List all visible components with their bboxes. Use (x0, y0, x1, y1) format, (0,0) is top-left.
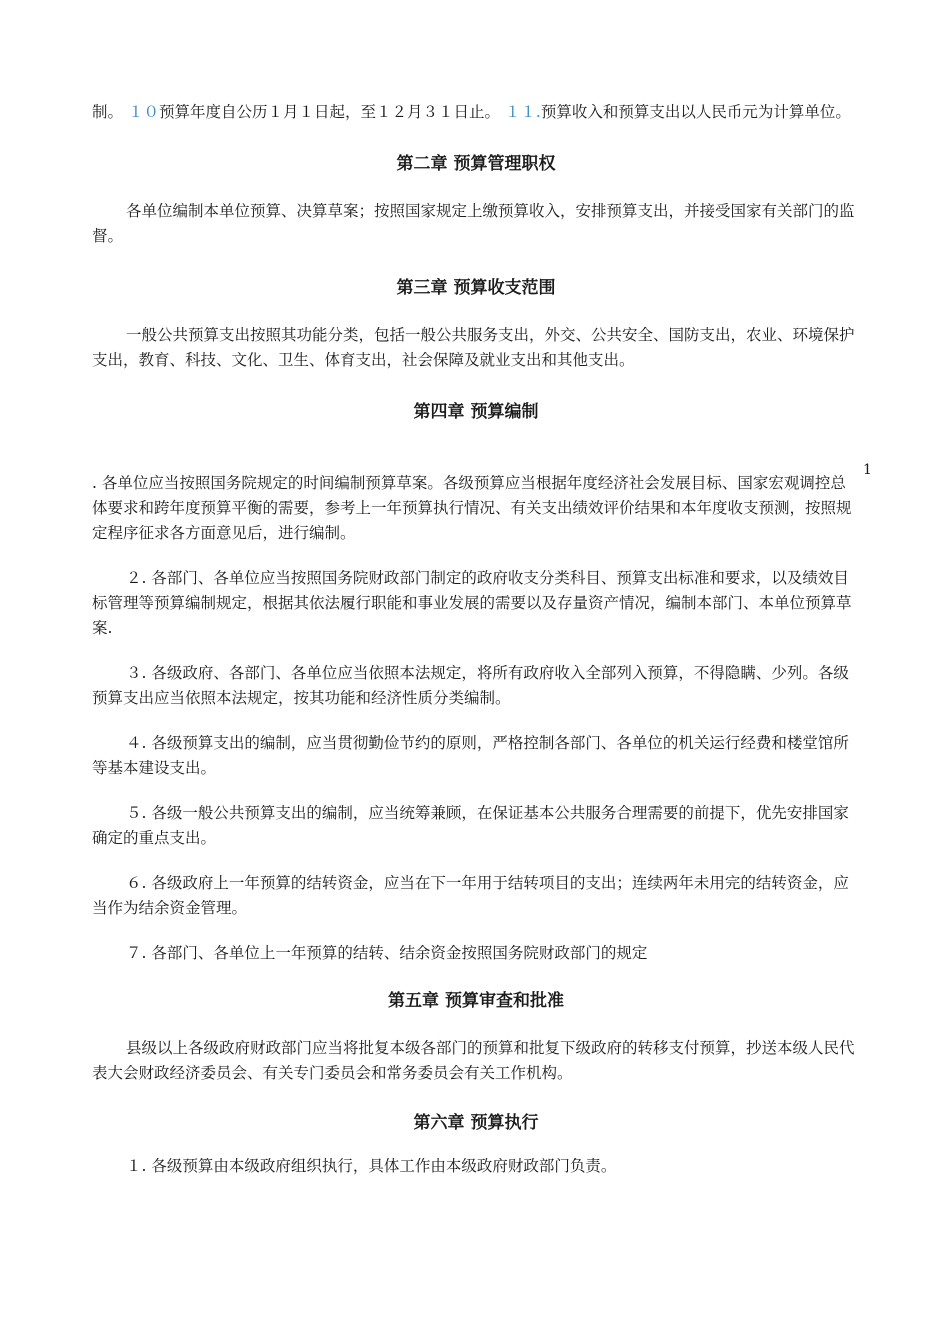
article-number-11: １１. (504, 103, 541, 121)
chapter-4-paragraph-5: ５. 各级一般公共预算支出的编制，应当统筹兼顾，在保证基本公共服务合理需要的前提下，优先安排国家确定的重点支出。 (92, 804, 849, 847)
chapter-6-title: 第六章 预算执行 (413, 1113, 539, 1133)
chapter-5-paragraph: 县级以上各级政府财政部门应当将批复本级各部门的预算和批复下级政府的转移支付预算，抄送本级人民代表大会财政经济委员会、有关专门委员会和常务委员会有关工作机构。 (92, 1039, 855, 1082)
chapter-4-paragraph-1: . 各单位应当按照国务院规定的时间编制预算草案。各级预算应当根据年度经济社会发展目标、国家宏观调控总体要求和跨年度预算平衡的需要，参考上一年预算执行情况、有关支出绩效评价结果和本年度收支预测，按照规定程序征求各方面意见后，进行编制。 (92, 474, 852, 542)
page-number: 1 (863, 462, 872, 478)
article-10-text: 预算年度自公历１月１日起，至１２月３１日止。 (158, 103, 500, 121)
intro-paragraph (92, 100, 860, 125)
chapter-2-paragraph: 各单位编制本单位预算、决算草案；按照国家规定上缴预算收入，安排预算支出，并接受国家有关部门的监督。 (92, 202, 855, 245)
article-11-text: 预算收入和预算支出以人民币元为计算单位。 (540, 103, 851, 121)
chapter-4-paragraph-6: ６. 各级政府上一年预算的结转资金，应当在下一年用于结转项目的支出；连续两年未用完的结转资金，应当作为结余资金管理。 (92, 874, 849, 917)
chapter-4-paragraph-7: ７. 各部门、各单位上一年预算的结转、结余资金按照国务院财政部门的规定 (126, 944, 648, 962)
chapter-4-title: 第四章 预算编制 (413, 402, 539, 422)
article-number-10: １０ (127, 103, 159, 121)
intro-lead: 制。 (92, 103, 124, 121)
document-body (92, 100, 860, 1179)
chapter-4-paragraph-2: ２. 各部门、各单位应当按照国务院财政部门制定的政府收支分类科目、预算支出标准和要求，以及绩效目标管理等预算编制规定，根据其依法履行职能和事业发展的需要以及存量资产情况，编制本部门、本单位预算草案. (92, 569, 852, 637)
chapter-5-title: 第五章 预算审查和批准 (388, 991, 564, 1011)
chapter-6-paragraph: １. 各级预算由本级政府组织执行，具体工作由本级政府财政部门负责。 (126, 1157, 617, 1175)
chapter-4-paragraph-3: ３. 各级政府、各部门、各单位应当依照本法规定，将所有政府收入全部列入预算，不得隐瞒、少列。各级预算支出应当依照本法规定，按其功能和经济性质分类编制。 (92, 664, 849, 707)
chapter-3-title: 第三章 预算收支范围 (396, 278, 556, 298)
chapter-2-title: 第二章 预算管理职权 (396, 154, 556, 174)
chapter-4-paragraph-4: ４. 各级预算支出的编制，应当贯彻勤俭节约的原则，严格控制各部门、各单位的机关运行经费和楼堂馆所等基本建设支出。 (92, 734, 849, 777)
chapter-3-paragraph: 一般公共预算支出按照其功能分类，包括一般公共服务支出，外交、公共安全、国防支出，农业、环境保护支出，教育、科技、文化、卫生、体育支出，社会保障及就业支出和其他支出。 (92, 326, 855, 369)
